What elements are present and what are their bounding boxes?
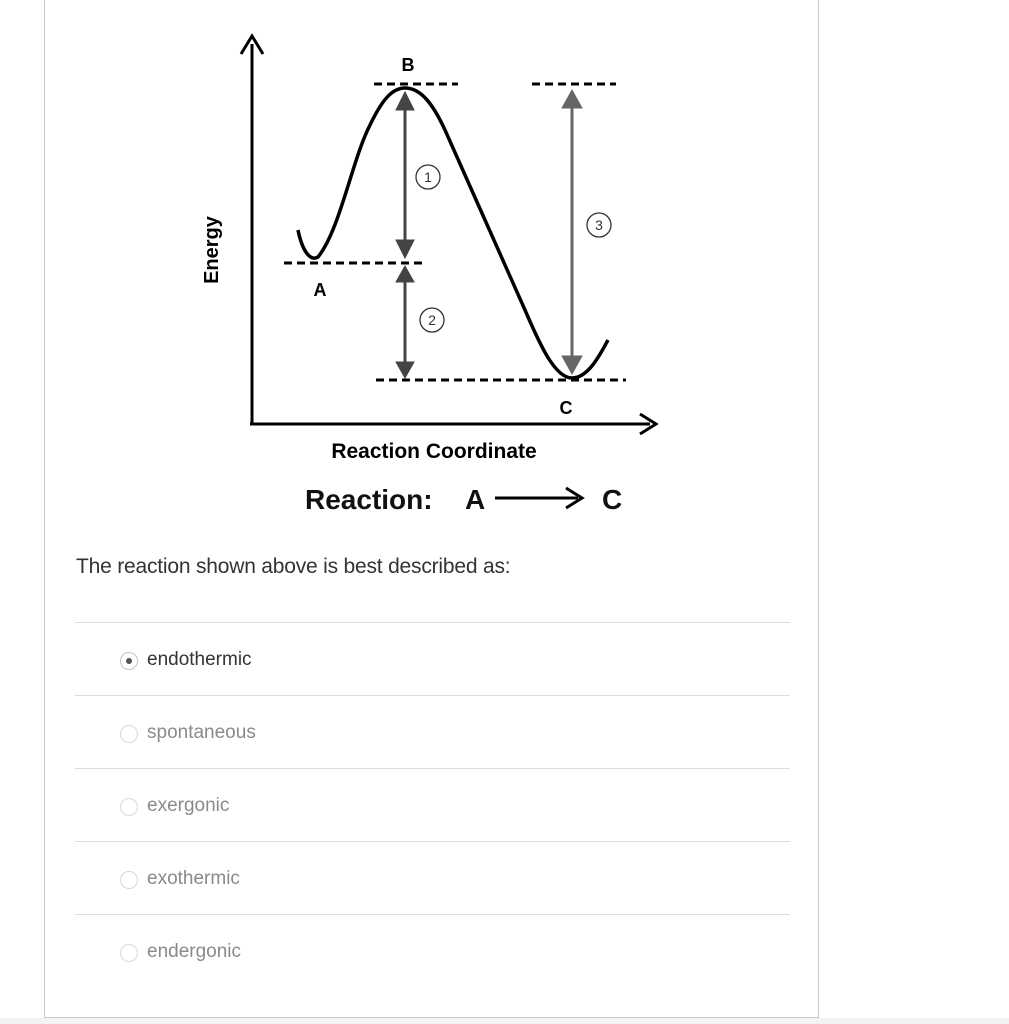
divider bbox=[75, 695, 790, 696]
energy-curve bbox=[298, 88, 608, 378]
reaction-product: C bbox=[602, 484, 623, 515]
option-spontaneous[interactable] bbox=[75, 697, 790, 769]
radio-button-selected[interactable] bbox=[120, 652, 138, 670]
question-text: The reaction shown above is best described as: bbox=[76, 555, 511, 578]
reference-dashes bbox=[284, 84, 626, 380]
y-axis bbox=[241, 36, 263, 424]
circle-label-1 bbox=[416, 165, 440, 189]
divider bbox=[75, 768, 790, 769]
divider bbox=[75, 622, 790, 623]
radio-button[interactable] bbox=[120, 944, 138, 962]
svg-text:1: 1 bbox=[424, 169, 432, 185]
radio-button[interactable] bbox=[120, 871, 138, 889]
point-label-c: C bbox=[559, 398, 573, 418]
divider bbox=[75, 914, 790, 915]
option-exergonic[interactable] bbox=[75, 770, 790, 842]
svg-text:2: 2 bbox=[428, 312, 436, 328]
reaction-arrow-icon bbox=[495, 488, 582, 508]
arrow-3 bbox=[562, 90, 582, 374]
svg-text:3: 3 bbox=[595, 217, 603, 233]
option-label: spontaneous bbox=[147, 722, 256, 743]
radio-button[interactable] bbox=[120, 725, 138, 743]
reaction-prefix: Reaction: bbox=[305, 484, 433, 515]
option-label: endothermic bbox=[147, 649, 252, 670]
x-axis bbox=[250, 414, 656, 434]
option-label: exothermic bbox=[147, 868, 240, 889]
radio-button[interactable] bbox=[120, 798, 138, 816]
point-label-b: B bbox=[401, 55, 415, 75]
circle-label-2 bbox=[420, 308, 444, 332]
reaction-reactant: A bbox=[465, 484, 486, 515]
circle-label-3 bbox=[587, 213, 611, 237]
divider bbox=[75, 841, 790, 842]
option-label: exergonic bbox=[147, 795, 230, 816]
option-label: endergonic bbox=[147, 941, 242, 962]
point-label-a: A bbox=[313, 280, 327, 300]
option-exothermic[interactable] bbox=[75, 843, 790, 915]
x-axis-label: Reaction Coordinate bbox=[331, 440, 537, 463]
arrow-2 bbox=[396, 266, 414, 378]
option-endergonic[interactable] bbox=[75, 916, 790, 988]
y-axis-label: Energy bbox=[201, 216, 223, 284]
page-footer-strip bbox=[0, 1018, 1009, 1024]
arrow-1 bbox=[396, 92, 414, 258]
option-endothermic[interactable] bbox=[75, 624, 790, 696]
